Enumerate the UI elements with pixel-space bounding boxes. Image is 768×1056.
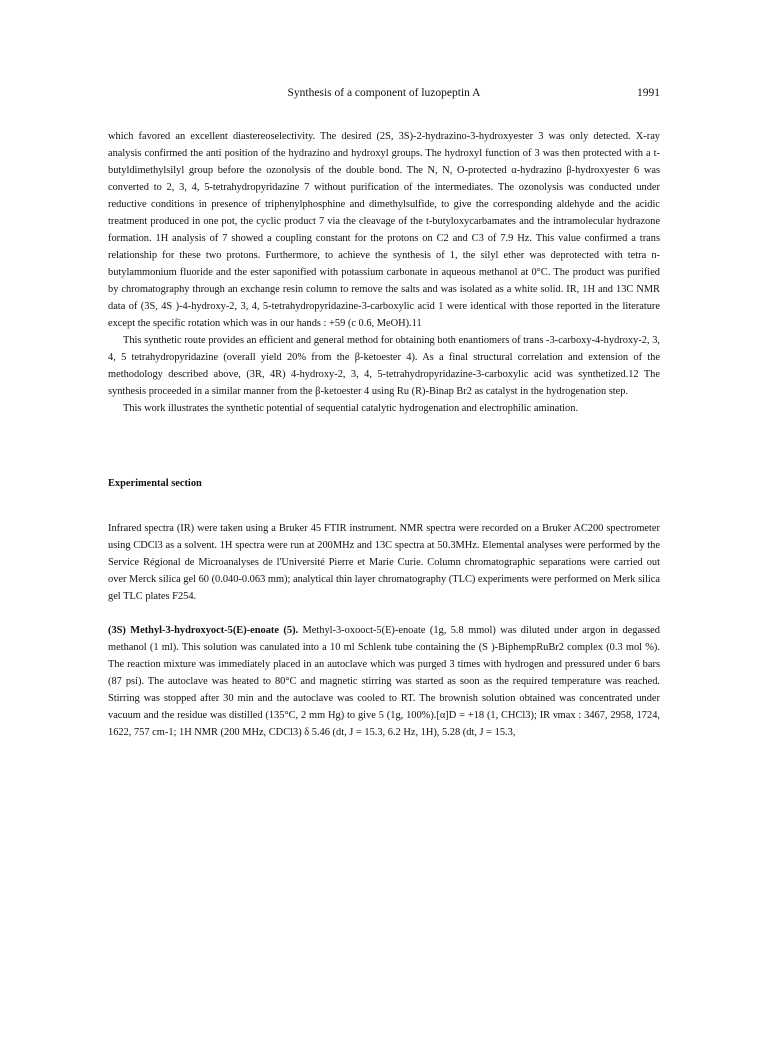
compound-heading: (3S) Methyl-3-hydroxyoct-5(E)-enoate (5). <box>108 625 299 636</box>
running-header <box>108 87 660 103</box>
article-body <box>108 128 660 741</box>
spacer <box>108 492 660 520</box>
running-title: Synthesis of a component of luzopeptin A <box>287 87 481 99</box>
paragraph-3: This work illustrates the synthetic potential of sequential catalytic hydrogenation and electrophilic amination. <box>123 403 579 414</box>
paragraph-4: Infrared spectra (IR) were taken using a Bruker 45 FTIR instrument. NMR spectra were recorded on a Bruker AC200 spectrometer using CDCl3 as a solvent. 1H spectra were run at 200MHz and 13C spectra at 50.3MHz. Elemental analyses were performed by the Service Régional de Microanalyses de l'Université Pierre et Marie Curie. Column chromatographic separations were carried out over Merck silica gel 60 (0.040-0.063 mm); analytical thin layer chromatography (TLC) experiments were performed on Merk silica gel TLC plates F254. <box>108 523 660 602</box>
spacer <box>108 605 660 622</box>
spacer <box>108 417 660 475</box>
paragraph-5 <box>108 622 660 741</box>
paragraph-2: This synthetic route provides an efficient and general method for obtaining both enantiomers of trans -3-carboxy-4-hydroxy-2, 3, 4, 5 tetrahydropyridazine (overall yield 20% from the β-ketoester 4). As a final structural correlation and extension of the methodology described above, (3R, 4R) 4-hydroxy-2, 3, 4, 5-tetrahydropyridazine-3-carboxylic acid was synthetized.12 The synthesis proceeded in a similar manner from the β-ketoester 4 using Ru (R)-Binap Br2 as catalyst in the hydrogenation step. <box>108 335 660 397</box>
page-number: 1991 <box>637 87 660 99</box>
section-heading: Experimental section <box>108 478 202 489</box>
paragraph-1: which favored an excellent diastereoselectivity. The desired (2S, 3S)-2-hydrazino-3-hydroxyester 3 was only detected. X-ray analysis confirmed the anti position of the hydrazino and hydroxyl groups. The hydroxyl function of 3 was then protected with a t-butyldimethylsilyl group before the ozonolysis of the double bond. The N, N, O-protected α-hydrazino β-hydroxyester 6 was converted to 2, 3, 4, 5-tetrahydropyridazine 7 without purification of the intermediates. The ozonolysis was conducted under reductive conditions in presence of triphenylphosphine and dimethylsulfide, to give the corresponding aldehyde and the acidic treatment produced in one pot, the cyclic product 7 via the cleavage of the t-butyloxycarbamates and the intramolecular hydrazone formation. 1H analysis of 7 showed a coupling constant for the protons on C2 and C3 of 7.9 Hz. This value confirmed a trans relationship for these two protons. Furthermore, to achieve the synthesis of 1, the silyl ether was deprotected with tetra n-butylammonium fluoride and the ester saponified with potassium carbonate in aqueous methanol at 0°C. The product was purified by chromatography through an exchange resin column to remove the salts and was isolated as a white solid. IR, 1H and 13C NMR data of (3S, 4S )-4-hydroxy-2, 3, 4, 5-tetrahydropyridazine-3-carboxylic acid 1 were identical with those reported in the literature except the specific rotation which was in our hands : +59 (c 0.6, MeOH).11 <box>108 131 660 329</box>
paragraph-5-text: Methyl-3-oxooct-5(E)-enoate (1g, 5.8 mmol) was diluted under argon in degassed methanol (1 ml). This solution was canulated into a 10 ml Schlenk tube containing the (S )-BiphempRuBr2 complex (0.3 mol %). The reaction mixture was immediately placed in an autoclave which was purged 3 times with hydrogen and pressured under 6 bars (87 psi). The autoclave was heated to 80°C and magnetic stirring was started as soon as the required temperature was reached. Stirring was stopped after 30 min and the autoclave was cooled to RT. The brownish solution obtained was concentrated under vacuum and the residue was distilled (135°C, 2 mm Hg) to give 5 (1g, 100%).[α]D = +18 (1, CHCl3); IR νmax : 3467, 2958, 1724, 1622, 757 cm-1; 1H NMR (200 MHz, CDCl3) δ 5.46 (dt, J = 15.3, 6.2 Hz, 1H), 5.28 (dt, J = 15.3, <box>108 625 660 738</box>
